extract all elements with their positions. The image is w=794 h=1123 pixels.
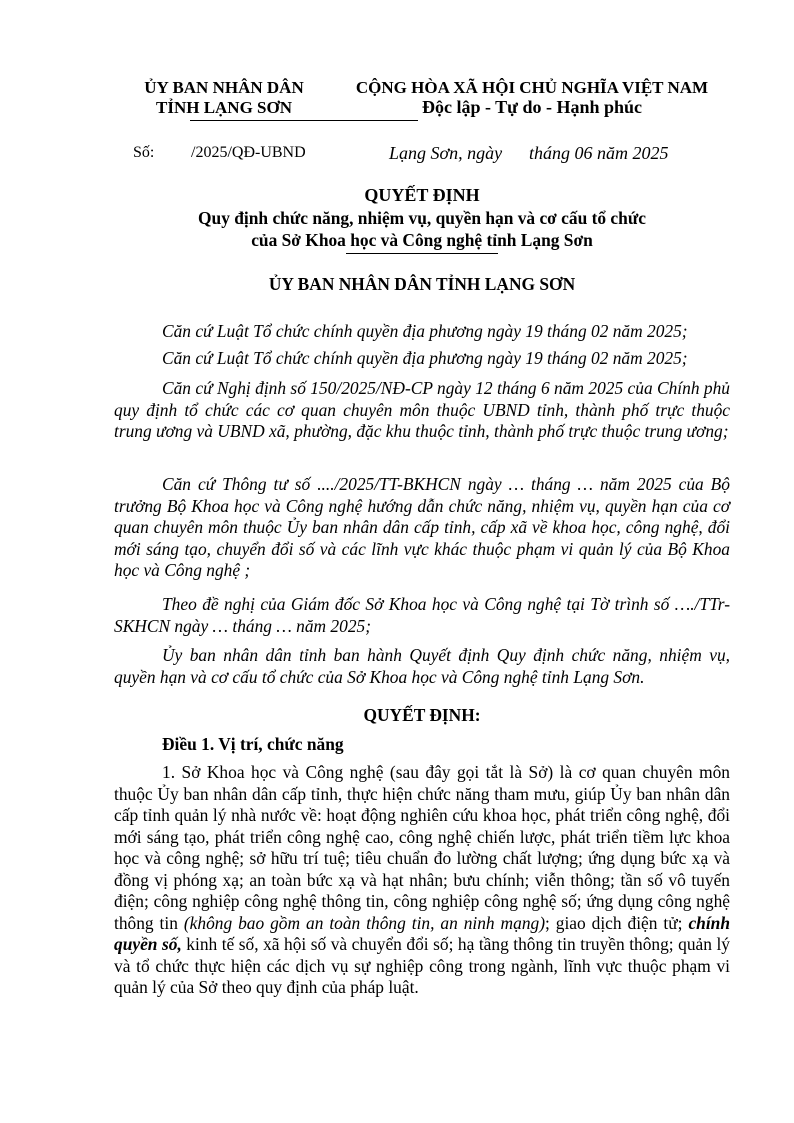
preamble-1: Căn cứ Luật Tổ chức chính quyền địa phương ngày 19 tháng 02 năm 2025;	[162, 321, 688, 341]
national-title: CỘNG HÒA XÃ HỘI CHỦ NGHĨA VIỆT NAM	[355, 78, 709, 97]
article-1-text-e: kinh tế số, xã hội số và chuyển đổi số; hạ tầng thông tin truyền thông; quản lý và tổ chức thực hiện các dịch vụ sự nghiệp công trong ngành, lĩnh vực thuộc phạm vi quản lý của Sở theo quy định của pháp luật.	[114, 934, 730, 997]
issuing-org-line1: ỦY BAN NHÂN DÂN	[144, 78, 304, 97]
place-date-b: tháng 06 năm 2025	[529, 143, 669, 163]
document-number-label: Số:	[133, 144, 155, 161]
preamble-5: Theo đề nghị của Giám đốc Sở Khoa học và Công nghệ tại Tờ trình số …./TTr-SKHCN ngày … tháng … năm 2025;	[114, 594, 730, 636]
national-motto: Độc lập - Tự do - Hạnh phúc	[421, 97, 643, 117]
header-underline	[190, 120, 418, 121]
place-date-a: Lạng Sơn, ngày	[389, 143, 503, 163]
document-subtitle-line1: Quy định chức năng, nhiệm vụ, quyền hạn và cơ cấu tổ chức	[198, 208, 646, 228]
decision-heading: QUYẾT ĐỊNH:	[363, 705, 481, 725]
issuing-org-line2: TỈNH LẠNG SƠN	[155, 98, 293, 117]
document-number: /2025/QĐ-UBND	[191, 144, 306, 161]
article-1-paragraph-1	[114, 762, 730, 999]
preamble-4: Căn cứ Thông tư số ..../2025/TT-BKHCN ngày … tháng … năm 2025 của Bộ trưởng Bộ Khoa học và Công nghệ hướng dẫn chức năng, nhiệm vụ, quyền hạn của cơ quan chuyên môn thuộc Ủy ban nhân dân cấp tỉnh, cấp xã về khoa học, công nghệ, đổi mới sáng tạo, chuyển đổi số và các lĩnh vực khác thuộc phạm vi quản lý của Bộ Khoa học và Công nghệ ;	[114, 474, 730, 580]
issuing-authority: ỦY BAN NHÂN DÂN TỈNH LẠNG SƠN	[268, 274, 576, 294]
preamble-3: Căn cứ Nghị định số 150/2025/NĐ-CP ngày 12 tháng 6 năm 2025 của Chính phủ quy định tổ chức các cơ quan chuyên môn thuộc UBND tỉnh, thành phố trực thuộc trung ương và UBND xã, phường, đặc khu thuộc tỉnh, thành phố trực thuộc trung ương;	[114, 378, 730, 441]
article-1-text-a: 1. Sở Khoa học và Công nghệ (sau đây gọi tắt là Sở) là cơ quan chuyên môn thuộc Ủy ban nhân dân cấp tỉnh, thực hiện chức năng tham mưu, giúp Ủy ban nhân dân cấp tỉnh quản lý nhà nước về: hoạt động nghiên cứu khoa học, phát triển công nghệ, đổi mới sáng tạo, phát triển công nghệ cao, công nghệ chiến lược, phát triển tiềm lực khoa học và công nghệ; sở hữu trí tuệ; tiêu chuẩn đo lường chất lượng; ứng dụng bức xạ và đồng vị phóng xạ; an toàn bức xạ và hạt nhân; bưu chính; viễn thông; tần số vô tuyến điện; công nghiệp công nghệ thông tin, công nghiệp công nghệ số; ứng dụng công nghệ thông tin	[114, 762, 730, 933]
preamble-2: Căn cứ Luật Tổ chức chính quyền địa phương ngày 19 tháng 02 năm 2025;	[162, 348, 688, 368]
preamble-6: Ủy ban nhân dân tỉnh ban hành Quyết định Quy định chức năng, nhiệm vụ, quyền hạn và cơ cấu tổ chức của Sở Khoa học và Công nghệ tỉnh Lạng Sơn.	[114, 645, 730, 687]
article-1-text-b: (không bao gồm an toàn thông tin, an ninh mạng)	[183, 912, 545, 933]
document-subtitle-line2: của Sở Khoa học và Công nghệ tỉnh Lạng Sơn	[251, 230, 593, 250]
title-underline	[346, 253, 498, 254]
article-1-text-d: chính quyền số,	[114, 912, 731, 954]
document-title: QUYẾT ĐỊNH	[364, 185, 480, 205]
article-1-text-c: ; giao dịch điện tử;	[545, 912, 689, 933]
article-1-heading: Điều 1. Vị trí, chức năng	[162, 734, 344, 754]
